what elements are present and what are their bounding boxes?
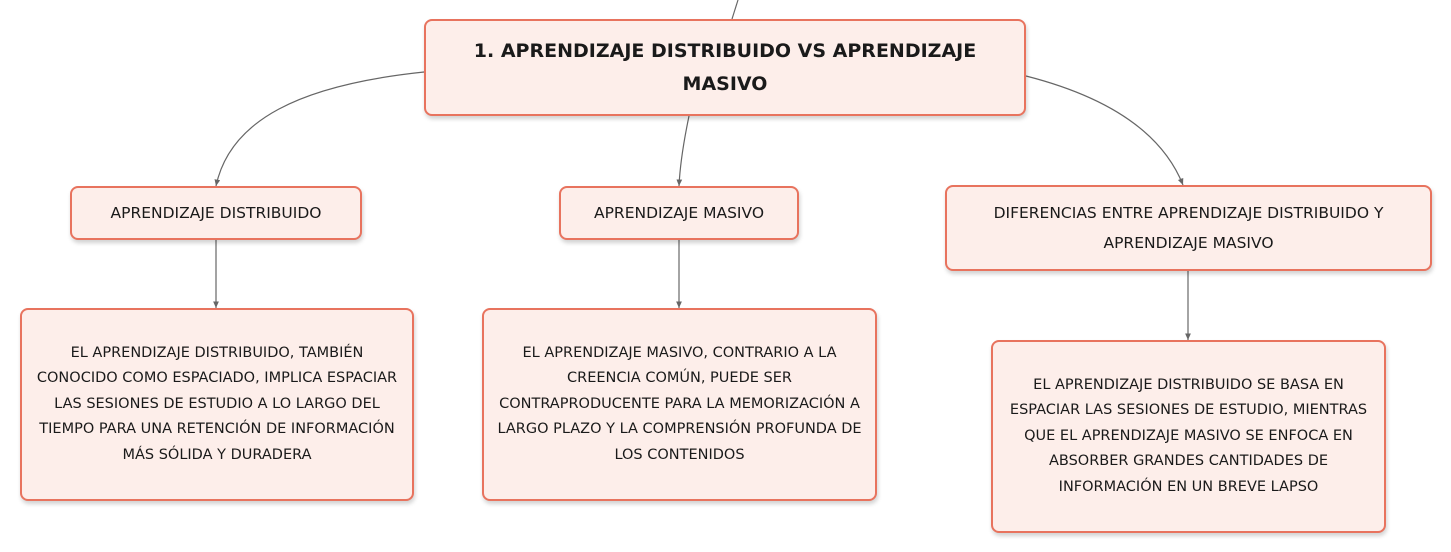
subtopic-text: EL APRENDIZAJE MASIVO, CONTRARIO A LA CREENCIA COMÚN, PUEDE SER CONTRAPRODUCENTE PARA LA MEMORIZACIÓN A LARGO PLAZO Y LA COMPRENSIÓN PROFUNDA DE LOS CONTENIDOS <box>497 344 862 463</box>
subtopic-text: EL APRENDIZAJE DISTRIBUIDO SE BASA EN ESPACIAR LAS SESIONES DE ESTUDIO, MIENTRAS QUE EL APRENDIZAJE MASIVO SE ENFOCA EN ABSORBER GRANDES CANTIDADES DE INFORMACIÓN EN UN BREVE LAPSO <box>1009 376 1368 495</box>
topic-label: DIFERENCIAS ENTRE APRENDIZAJE DISTRIBUIDO Y APRENDIZAJE MASIVO <box>993 204 1384 252</box>
subtopic-text: EL APRENDIZAJE DISTRIBUIDO, TAMBIÉN CONOCIDO COMO ESPACIADO, IMPLICA ESPACIAR LAS SESIONES DE ESTUDIO A LO LARGO DEL TIEMPO PARA UNA RETENCIÓN DE INFORMACIÓN MÁS SÓLIDA Y DURADERA <box>36 344 398 463</box>
topic-label: APRENDIZAJE MASIVO <box>593 204 765 222</box>
topic-diferencias[interactable] <box>945 185 1432 271</box>
topic-aprendizaje-masivo[interactable] <box>559 186 799 240</box>
root-topic[interactable] <box>424 19 1026 116</box>
connector-root-to-distribuido <box>216 72 424 186</box>
topic-label: APRENDIZAJE DISTRIBUIDO <box>110 204 322 222</box>
connector-parent-to-root <box>732 0 738 19</box>
subtopic-distribuido-detail[interactable] <box>20 308 414 501</box>
topic-aprendizaje-distribuido[interactable] <box>70 186 362 240</box>
connector-root-to-masivo <box>679 116 689 186</box>
root-topic-title: 1. APRENDIZAJE DISTRIBUIDO VS APRENDIZAJE MASIVO <box>473 39 977 95</box>
subtopic-diferencias-detail[interactable] <box>991 340 1386 533</box>
subtopic-masivo-detail[interactable] <box>482 308 877 501</box>
connector-root-to-diferencias <box>1026 76 1183 185</box>
